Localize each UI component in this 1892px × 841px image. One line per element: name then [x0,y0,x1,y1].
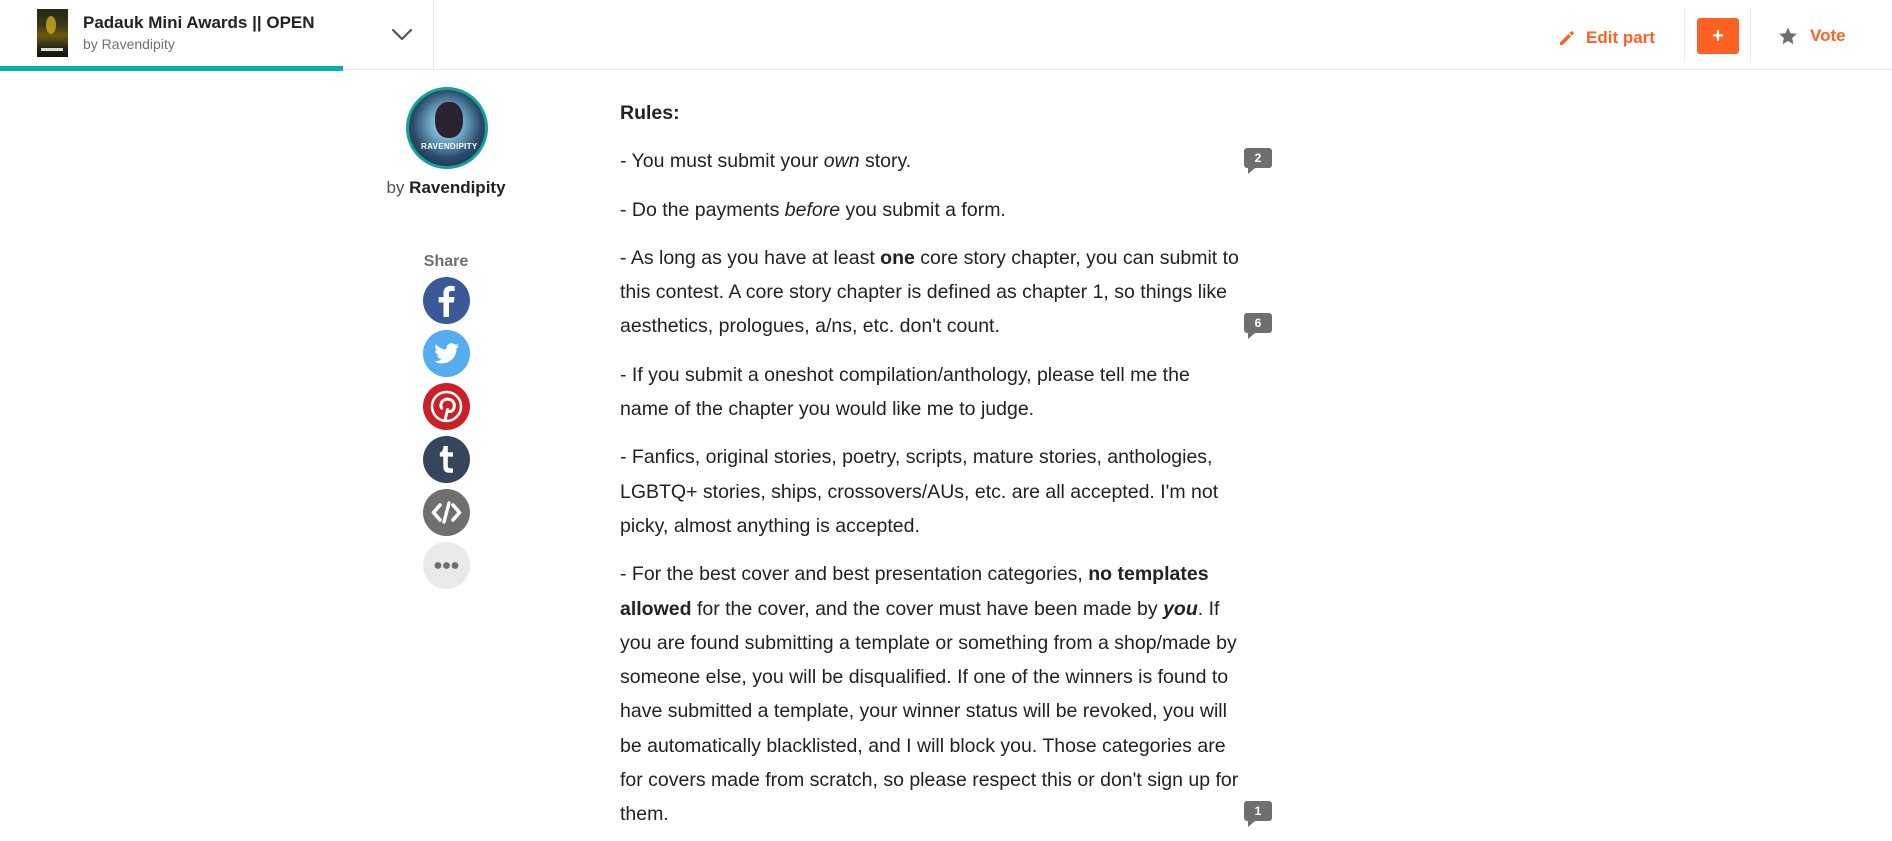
story-part-content [620,96,1240,841]
add-to-list-button[interactable] [1697,18,1739,54]
vote-label: Vote [1810,26,1846,45]
inline-comment-badge[interactable]: 1 [1244,801,1272,821]
by-prefix: by [386,178,405,197]
chevron-down-icon[interactable] [390,24,414,44]
author-name-link[interactable]: Ravendipity [409,178,506,197]
story-author: by Ravendipity [83,36,175,52]
paragraph-rule-5: - Fanfics, original stories, poetry, scripts, mature stories, anthologies, LGBTQ+ stories, ships, crossovers/AUs, etc. are all accepted. I'm not picky, almost anything is accepted. [620,446,1219,537]
reading-progress-fill [0,66,343,71]
story-title: Padauk Mini Awards || OPEN [83,13,315,32]
rules-heading: Rules: [620,102,680,124]
facebook-icon [423,277,470,324]
story-info-dropdown[interactable] [0,0,434,70]
more-share-options-button[interactable] [423,542,470,589]
tumblr-icon [423,436,470,483]
paragraph-rule-4: - If you submit a oneshot compilation/anthology, please tell me the name of the chapter you would like me to judge. [620,363,1190,421]
share-twitter-button[interactable] [423,330,470,377]
avatar-text: RAVENDIPITY [421,142,478,151]
pencil-icon [1558,29,1576,47]
avatar-face [435,102,463,138]
author-byline [370,178,522,198]
paragraph-rule-2: - Do the payments before you submit a form. [620,198,1006,221]
paragraph-rule-3: - As long as you have at least one core story chapter, you can submit to this contest. A core story chapter is defined as chapter 1, so things like aesthetics, prologues, a/ns, etc. don't count. [620,246,1239,338]
paragraph-rule-6: - For the best cover and best presentation categories, no templates allowed for the cover, and the cover must have been made by you. If you are found submitting a template or something from a shop/made by someone else, you will be disqualified. If one of the winners is found to have submitted a template, your winner status will be revoked, you will be automatically blacklisted, and I will block you. Those categories are for covers made from scratch, so please respect this or don't sign up for them. [620,563,1239,826]
inline-comment-badge[interactable]: 6 [1244,313,1272,333]
edit-part-label: Edit part [1586,28,1655,47]
edit-part-button[interactable] [1558,26,1655,50]
share-label: Share [423,253,469,270]
plus-icon: + [1712,24,1724,47]
star-icon [1778,26,1798,46]
share-tumblr-button[interactable] [423,436,470,483]
inline-comment-badge[interactable]: 2 [1244,148,1272,168]
story-cover-thumbnail [37,9,68,57]
more-icon [423,542,470,589]
header-divider [1750,8,1751,62]
share-pinterest-button[interactable] [423,383,470,430]
author-avatar[interactable] [406,87,488,169]
top-navigation-bar [0,0,1892,70]
header-divider [1684,8,1685,62]
pinterest-icon [423,383,470,430]
reading-progress-bar [0,66,434,71]
embed-button[interactable] [423,489,470,536]
embed-icon [423,489,470,536]
share-facebook-button[interactable] [423,277,470,324]
paragraph-rule-1: - You must submit your own story. [620,150,912,173]
vote-button[interactable] [1778,24,1846,48]
twitter-icon [423,330,470,377]
